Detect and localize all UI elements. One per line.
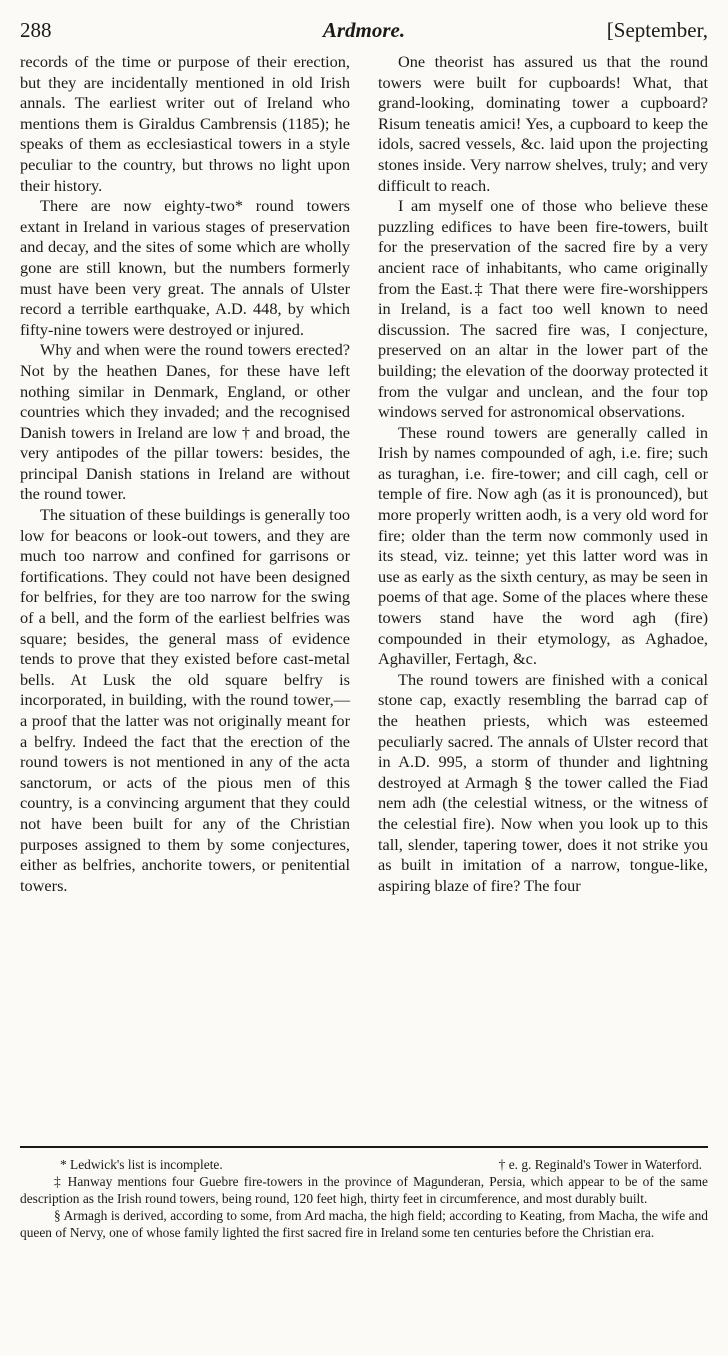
paragraph: I am myself one of those who believe these puzzling edifices to have been fire-towers, built for the preservation of the sacred fire by a very ancient race of inhabitants, who came originally from the East.‡ That there were fire-worshippers in Ireland, is a fact too well known to need discussion. The sacred fire was, I conjecture, preserved on an altar in the lower part of the building; the elevation of the doorway protected it from the vulgar and unclean, and the four top windows served for astronomical observations.	[378, 196, 708, 422]
page-number: 288	[20, 18, 52, 42]
text-columns	[20, 52, 708, 1140]
paragraph: records of the time or purpose of their erection, but they are incidentally mentioned in old Irish annals. The earliest writer out of Ireland who mentions them is Giraldus Cambrensis (1185); he speaks of them as ecclesiastical towers in a style peculiar to the country, but throws no light upon their history.	[20, 52, 350, 195]
paragraph: The round towers are finished with a conical stone cap, exactly resembling the barrad cap of the heathen priests, which was esteemed peculiarly sacred. The annals of Ulster record that in A.D. 995, a storm of thunder and lightning destroyed at Armagh § the tower called the Fiad nem adh (the celestial witness, or the witness of the celestial fire). Now when you look up to this tall, slender, tapering tower, does it not strike you as built in imitation of a narrow, tongue-like, aspiring blaze of fire? The four	[378, 669, 708, 895]
footnote-section: § Armagh is derived, according to some, from Ard macha, the high field; according to Keating, from Macha, the wife and queen of Nervy, one of whose family lighted the first sacred fire in Ireland some ten centuries before the Christian era.	[20, 1208, 708, 1240]
paragraph: Why and when were the round towers erected? Not by the heathen Danes, for these have left nothing similar in Denmark, England, or other countries which they invaded; and the recognised Danish towers in Ireland are low † and broad, the very antipodes of the pillar towers: besides, the principal Danish stations in Ireland are without the round tower.	[20, 340, 350, 504]
footnote-rule	[20, 1146, 708, 1148]
running-section: [September,	[606, 18, 708, 42]
footnote-row	[20, 1156, 708, 1173]
footnote-dagger: † e. g. Reginald's Tower in Waterford.	[498, 1157, 702, 1172]
right-column	[378, 52, 708, 1140]
paragraph: There are now eighty-two* round towers extant in Ireland in various stages of preservation and decay, and the sites of some which are wholly gone are still known, but the numbers formerly must have been very great. The annals of Ulster record a terrible earthquake, A.D. 448, by which fifty-nine towers were destroyed or injured.	[20, 196, 350, 339]
paragraph: The situation of these buildings is generally too low for beacons or look-out towers, and they are much too narrow and confined for garrisons or fortifications. They could not have been designed for belfries, for they are too narrow for the swing of a bell, and the form of the earliest belfries was square; besides, the general mass of evidence tends to prove that they existed before cast-metal bells. At Lusk the old square belfry is incorporated, in building, with the round tower,—a proof that the latter was not originally meant for a belfry. Indeed the fact that the erection of the round towers is not mentioned in any of the acta sanctorum, or acts of the pious men of this country, is a convincing argument that they could not have been built for any of the Christian purposes assigned to them by some conjectures, either as belfries, anchorite towers, or penitential towers.	[20, 505, 350, 895]
running-title: Ardmore.	[322, 18, 406, 42]
footnotes	[20, 1156, 708, 1241]
paragraph: One theorist has assured us that the round towers were built for cupboards! What, that grand-looking, dominating tower a cupboard? Risum teneatis amici! Yes, a cupboard to keep the idols, sacred vessels, &c. laid upon the projecting stones inside. Very narrow shelves, truly; and very difficult to reach.	[378, 52, 708, 195]
left-column	[20, 52, 350, 1140]
footnote-star: * Ledwick's list is incomplete.	[60, 1157, 223, 1172]
footnote-double-dagger: ‡ Hanway mentions four Guebre fire-towers in the province of Magunderan, Persia, which appear to be of the same description as the Irish round towers, being round, 120 feet high, thirty feet in circumference, and most durably built.	[20, 1174, 708, 1206]
paragraph: These round towers are generally called in Irish by names compounded of agh, i.e. fire; such as turaghan, i.e. fire-tower; and cill cagh, cell or temple of fire. Now agh (as it is pronounced), but more properly written aodh, is a very old word for fire; older than the term now commonly used in its stead, viz. teinne; yet this latter word was in use as early as the sixth century, as may be seen in poems of that age. Some of the places where these towers stand have the word agh (fire) compounded in their etymology, as Aghadoe, Aghaviller, Fertagh, &c.	[378, 422, 708, 669]
running-head	[20, 12, 708, 52]
